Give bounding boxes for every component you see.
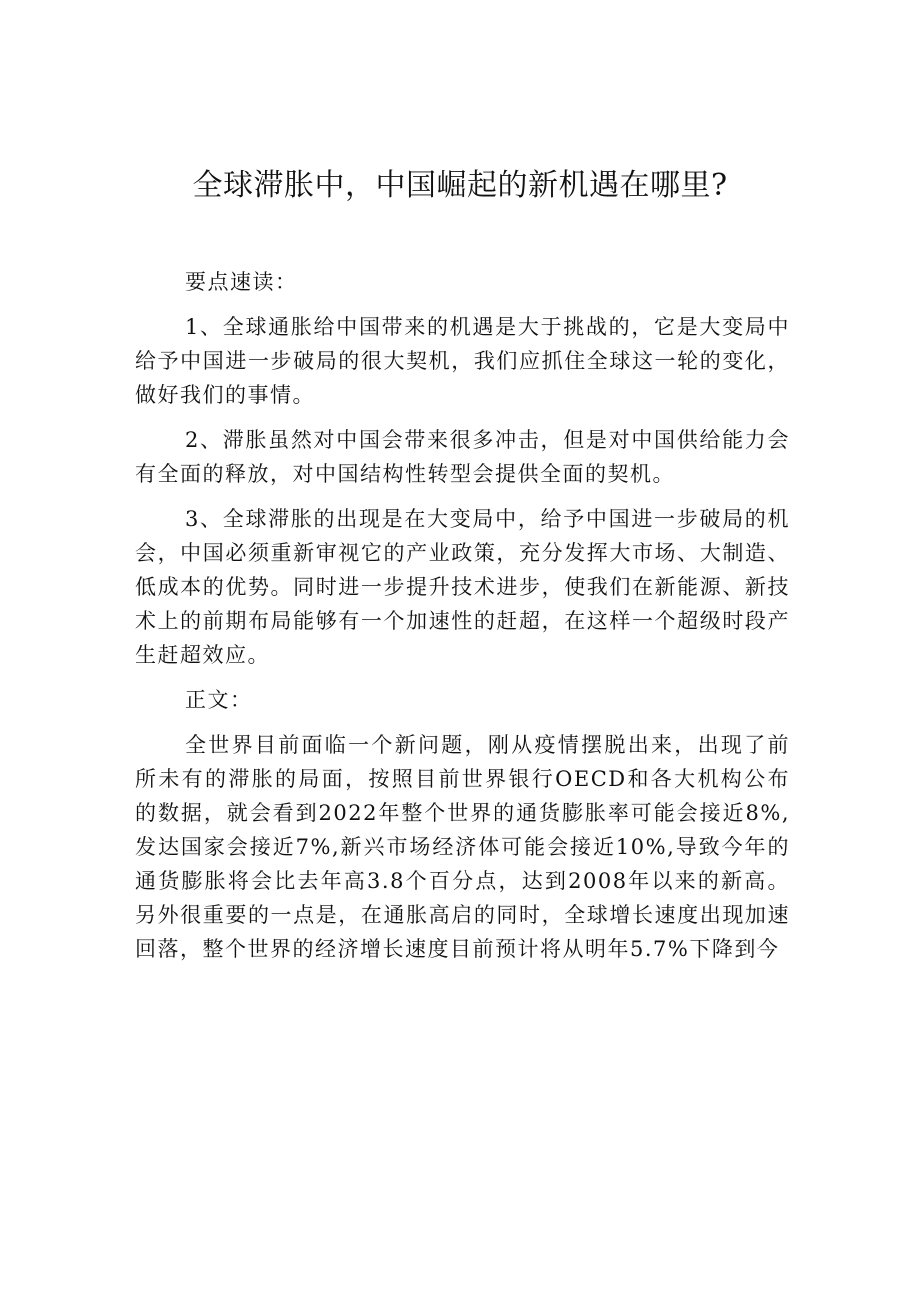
summary-point-1: 1、全球通胀给中国带来的机遇是大于挑战的，它是大变局中给予中国进一步破局的很大契机，我们应抓住全球这一轮的变化，做好我们的事情。 xyxy=(135,315,790,407)
summary-heading: 要点速读： xyxy=(185,270,298,294)
body-paragraph-1: 全世界目前面临一个新问题，刚从疫情摆脱出来，出现了前所未有的滞胀的局面，按照目前世界银行OECD和各大机构公布的数据，就会看到2022年整个世界的通货膨胀率可能会接近8%,发达国家会接近7%,新兴市场经济体可能会接近10%,导致今年的通货膨胀将会比去年高3.8个百分点，达到2008年以来的新高。另外很重要的一点是，在通胀高启的同时，全球增长速度出现加速回落，整个世界的经济增长速度目前预计将从明年5.7%下降到今 xyxy=(135,733,790,961)
page-title: 全球滞胀中，中国崛起的新机遇在哪里? xyxy=(192,168,728,203)
document-body xyxy=(135,265,790,966)
summary-point-2: 2、滞胀虽然对中国会带来很多冲击，但是对中国供给能力会有全面的释放，对中国结构性转型会提供全面的契机。 xyxy=(135,428,790,486)
body-heading: 正文： xyxy=(185,688,253,712)
summary-point-3: 3、全球滞胀的出现是在大变局中，给予中国进一步破局的机会，中国必须重新审视它的产业政策，充分发挥大市场、大制造、低成本的优势。同时进一步提升技术进步，使我们在新能源、新技术上的前期布局能够有一个加速性的赶超，在这样一个超级时段产生赶超效应。 xyxy=(135,507,790,667)
